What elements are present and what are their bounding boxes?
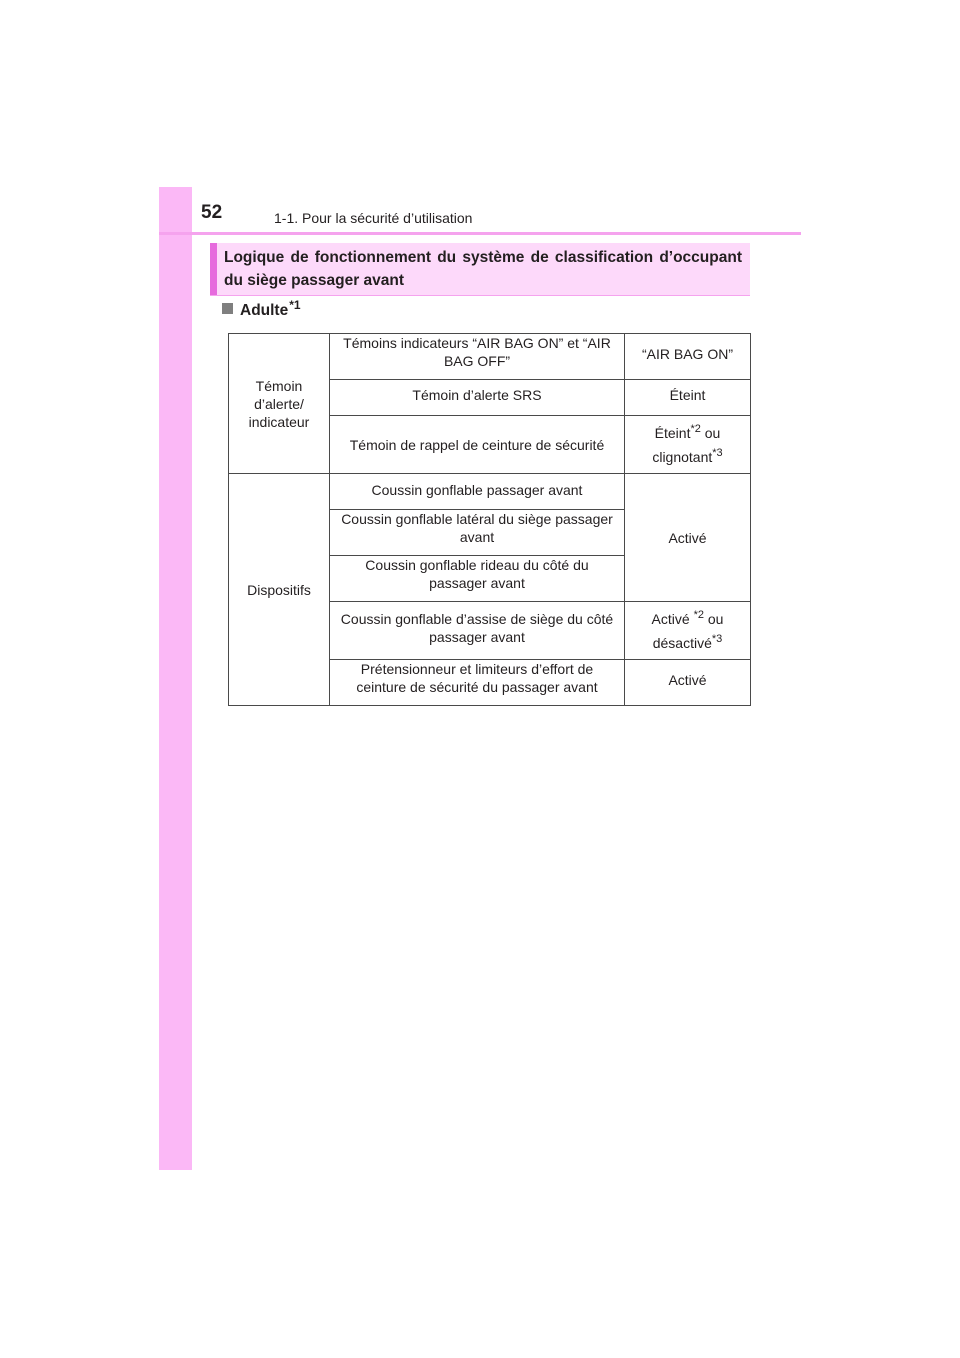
belt-ref-b: *3	[712, 446, 723, 459]
front-airbag-label-cell: Coussin gonflable passager avant	[330, 474, 625, 510]
belt-status-cell	[625, 416, 751, 474]
cushion-status-cell	[625, 602, 751, 660]
subsection-heading	[222, 300, 301, 322]
pretensioner-label-cell: Prétensionneur et limiteurs d’effort de ceinture de sécurité du passager avant	[330, 660, 625, 706]
section-accent-bar	[210, 243, 217, 295]
srs-label-cell: Témoin d’alerte SRS	[330, 380, 625, 416]
cushion-status-b: désactivé	[652, 634, 712, 651]
header-rule	[159, 232, 801, 235]
pretensioner-status-cell: Activé	[625, 660, 751, 706]
belt-label-cell: Témoin de rappel de ceinture de sécurité	[330, 416, 625, 474]
side-tab-strip	[159, 187, 192, 1170]
indicators-status-cell: “AIR BAG ON”	[625, 334, 751, 380]
page-number: 52	[201, 202, 223, 223]
cushion-airbag-label-cell: Coussin gonflable d’assise de siège du côté passager avant	[330, 602, 625, 660]
subsection-label: Adulte	[240, 302, 289, 319]
srs-status-cell: Éteint	[625, 380, 751, 416]
belt-status-b: clignotant	[652, 448, 713, 465]
belt-or: ou	[700, 424, 721, 441]
airbags-status-cell: Activé	[625, 474, 751, 602]
square-bullet-icon	[222, 303, 233, 314]
cushion-ref-b: *3	[711, 632, 723, 645]
belt-status-a: Éteint	[654, 424, 691, 441]
cushion-status-a: Activé	[651, 610, 694, 627]
occupant-classification-table	[228, 333, 751, 706]
running-title: 1-1. Pour la sécurité d’utilisation	[274, 210, 473, 226]
table-row	[229, 474, 751, 510]
cushion-ref-a: *2	[693, 608, 704, 621]
subsection-note-ref: *1	[289, 298, 301, 312]
curtain-airbag-label-cell: Coussin gonflable rideau du côté du passager avant	[330, 556, 625, 602]
side-airbag-label-cell: Coussin gonflable latéral du siège passager avant	[330, 510, 625, 556]
section-heading-box	[210, 243, 750, 296]
belt-ref-a: *2	[690, 422, 701, 435]
cushion-or: ou	[703, 610, 724, 627]
indicators-label-cell: Témoins indicateurs “AIR BAG ON” et “AIR BAG OFF”	[330, 334, 625, 380]
group-warning-cell: Témoin d’alerte/ indicateur	[229, 334, 330, 474]
group-devices-cell: Dispositifs	[229, 474, 330, 706]
table-row	[229, 334, 751, 380]
section-title: Logique de fonctionnement du système de classification d’occupant du siège passager avant	[224, 249, 742, 289]
